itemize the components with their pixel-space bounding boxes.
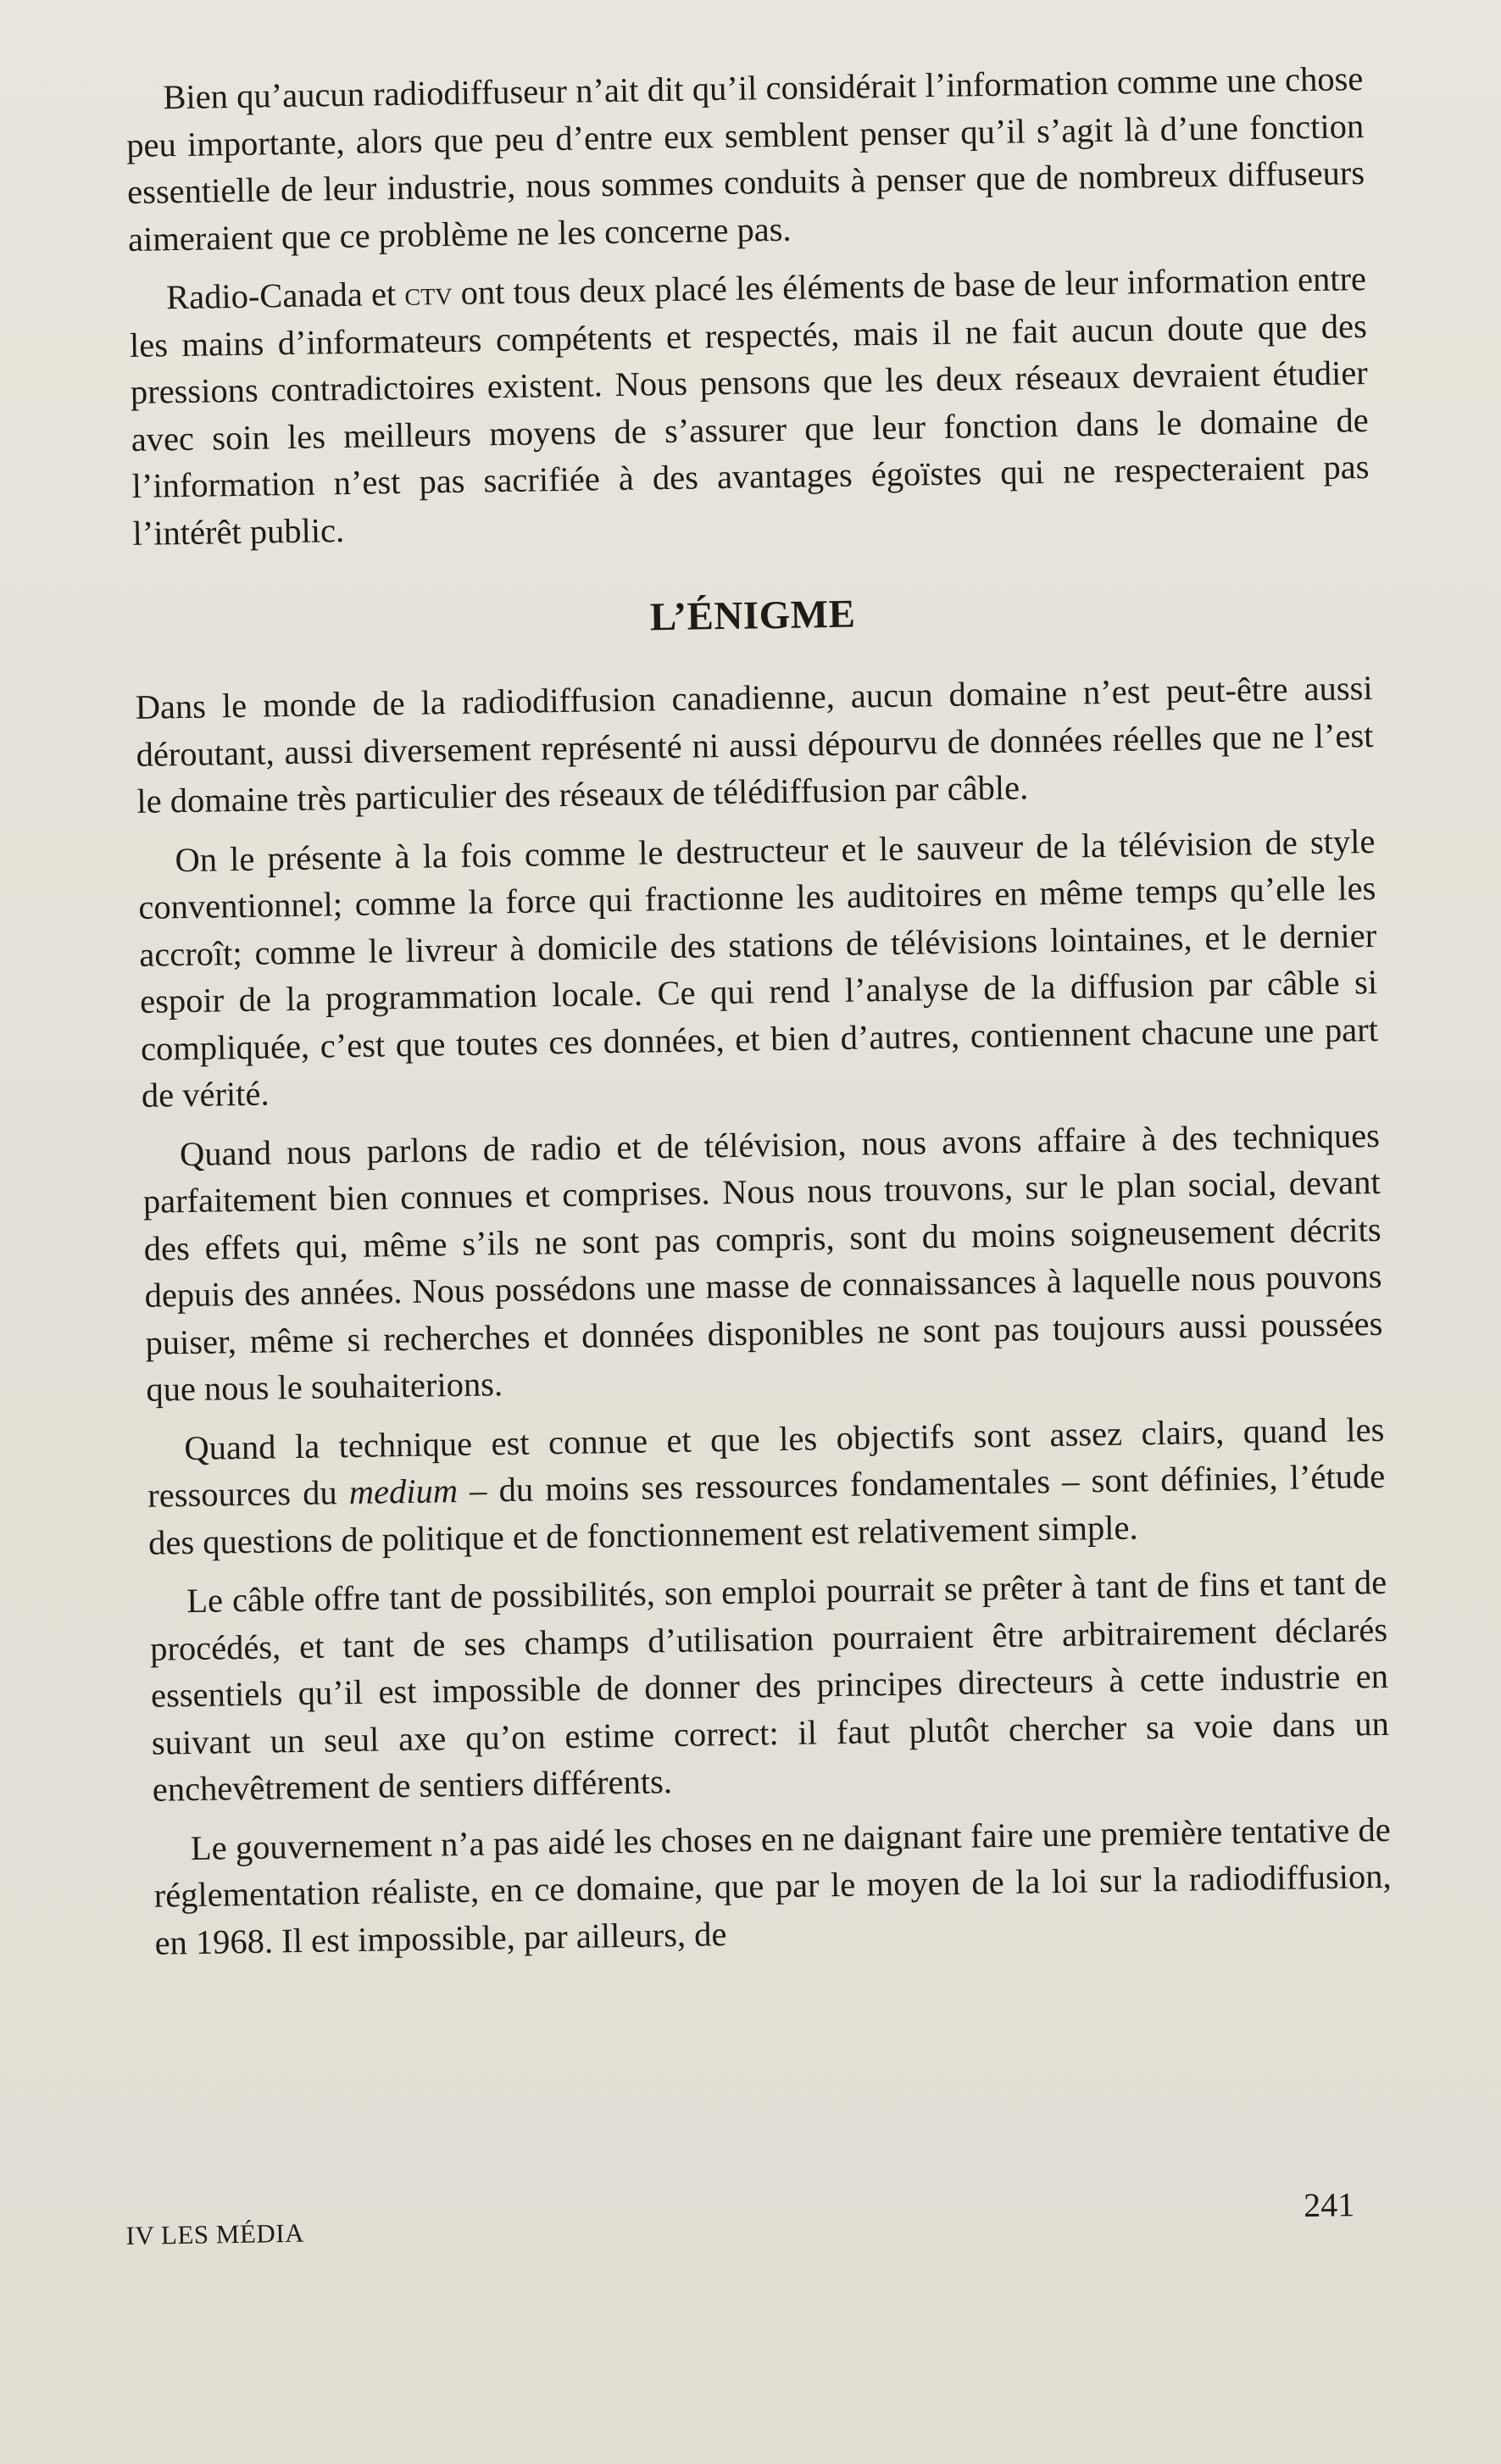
paragraph-2 [129,255,1370,557]
medium-italic: medium [348,1471,459,1512]
paragraph-2-rest: ont tous deux placé les éléments de base de leur information entre les mains d’informateurs compétents et respectés, mais il ne fait aucun doute que des pressions contradictoires existent. Nous pensons que les deux réseaux devraient étudier avec soin les meilleurs moyens de s’assurer que leur fonction dans le domaine de l’information n’est pas sacrifiée à des avantages égoïstes qui ne respecteraient pas l’intérêt public. [129,259,1370,553]
paragraph-6-start: Quand la technique est connue et que les objectifs sont assez clairs, quand les ressources du [147,1410,1385,1515]
paragraph-3: Dans le monde de la radiodiffusion canadienne, aucun domaine n’est peut-être aussi déroutant, aussi diversement représenté ni aussi dépourvu de données réelles que ne l’est le domaine très particulier des réseaux de télédiffusion par câble. [135,668,1374,820]
paragraph-6-rest: – du moins ses ressources fondamentales – sont définies, l’étude des questions de politique et de fonctionnement est relativement simple. [147,1456,1386,1562]
ctv-abbreviation: ctv [404,273,453,313]
page-number: 241 [1303,2185,1355,2225]
paragraph-6 [147,1405,1386,1566]
body-text [125,55,1393,1978]
page-footer [125,2184,1364,2255]
paragraph-5: Quand nous parlons de radio et de télévision, nous avons affaire à des techniques parfaitement bien connues et comprises. Nous nous trouvons, sur le plan social, devant des effets qui, même s’ils ne sont pas compris, sont du moins soigneusement décrits depuis des années. Nous possédons une masse de connaissances à laquelle nous pouvons puiser, même si recherches et données disponibles ne sont pas toujours aussi poussées que nous le souhaiterions. [142,1115,1383,1409]
paragraph-4: On le présente à la fois comme le destructeur et le sauveur de la télévision de style conventionnel; comme la force qui fractionne les auditoires en même temps qu’elle les accroît; comme le livreur à domicile des stations de télévisions lointaines, et le dernier espoir de la programmation locale. Ce qui rend l’analyse de la diffusion par câble si compliquée, c’est que toutes ces données, et bien d’autres, contiennent chacune une part de vérité. [138,821,1379,1115]
section-label: IV LES MÉDIA [125,2217,305,2250]
paragraph-7: Le câble offre tant de possibilités, son emploi pourrait se prêter à tant de fins et tant de procédés, et tant de ses champs d’utilisation pourraient être arbitrairement déclarés essentiels qu’il est impossible de donner des principes directeurs à cette industrie en suivant un seul axe qu’on estime correct: il faut plutôt chercher sa voie dans un enchevêtrement de sentiers différents. [149,1562,1390,1809]
paragraph-8: Le gouvernement n’a pas aidé les choses en ne daignant faire une première tentative de réglementation réaliste, en ce domaine, que par le moyen de la loi sur la radiodiffusion, en 1968. Il est impossible, par ailleurs, de [153,1810,1392,1962]
section-heading: L’ÉNIGME [649,592,856,640]
paragraph-1: Bien qu’aucun radiodiffuseur n’ait dit qu’il considérait l’information comme une chose peu importante, alors que peu d’entre eux semblent penser qu’il s’agit là d’une fonction essentielle de leur industrie, nous sommes conduits à penser que de nombreux diffuseurs aimeraient que ce problème ne les concerne pas. [125,59,1365,259]
paragraph-2-start: Radio-Canada et [165,274,405,317]
